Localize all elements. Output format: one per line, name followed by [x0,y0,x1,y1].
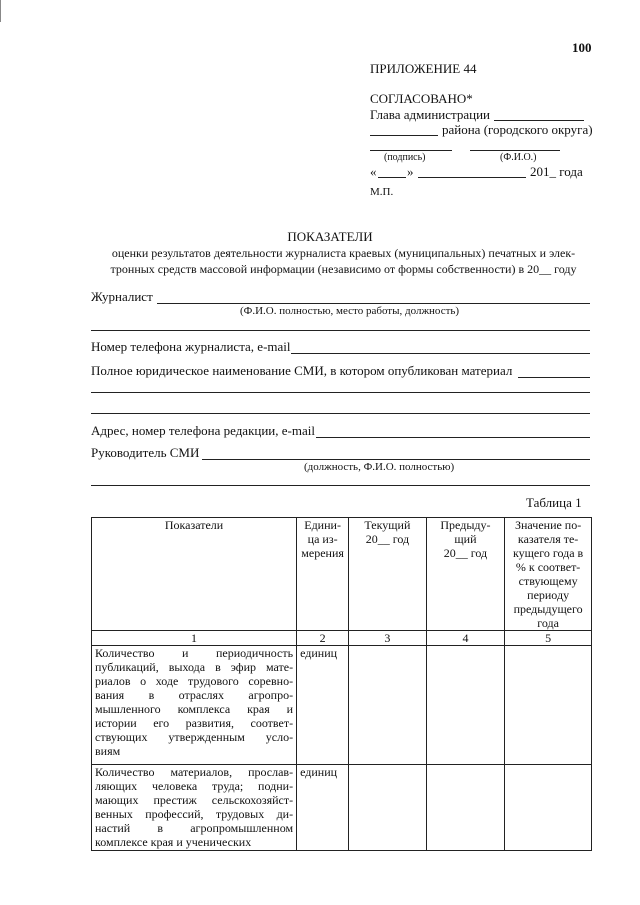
header-line: Предыду- [440,518,491,532]
indicator-line: ствующих утвержденным усло- [95,730,294,744]
table-row [92,646,592,765]
media-name-label: Полное юридическое наименование СМИ, в котором опубликован материал [91,363,513,378]
indicator-line: публикаций, выхода в эфир мате- [95,660,294,674]
approval-title: СОГЛАСОВАНО* [370,91,473,106]
indicator-line: Количество и периодичность [95,646,294,660]
row-2-current[interactable] [349,765,427,851]
indicators-table [91,517,592,851]
media-head-field-2[interactable] [91,485,590,486]
header-line: ствующему [518,574,578,588]
table-row [92,765,592,851]
address-field[interactable] [316,437,590,438]
appendix-label: ПРИЛОЖЕНИЕ 44 [370,61,477,76]
phone-field[interactable] [291,353,590,354]
header-unit [297,518,349,631]
row-2-previous[interactable] [426,765,505,851]
header-line: предыдущего [513,602,583,616]
document-title: ПОКАЗАТЕЛИ [287,229,373,244]
date-day-line [378,177,406,178]
column-number-2: 2 [297,631,349,646]
approval-name-line [470,150,560,151]
header-line: % к соответ- [515,560,581,574]
margin-mark [0,0,9,22]
media-name-field-2[interactable] [91,392,590,393]
header-line: кущего года в [513,546,584,560]
column-number-1: 1 [92,631,297,646]
row-2-indicator [92,765,297,851]
media-name-field[interactable] [518,377,590,378]
table-header-row [92,518,592,631]
indicator-line: риалов о ходе трудового соревно- [95,674,294,688]
row-1-unit: единиц [297,646,349,765]
column-number-5: 5 [505,631,592,646]
indicator-line: комплексе края и ученических [95,835,252,849]
header-current-year [349,518,427,631]
indicator-line: настий в агропромышленном [95,821,294,835]
header-line: Значение по- [515,518,582,532]
header-indicator [92,518,297,631]
header-line: года [537,616,559,630]
indicator-line: Количество материалов, прослав- [95,765,294,779]
document-subtitle-line1: оценки результатов деятельности журналиста краевых (муниципальных) печатных и элек- [111,246,576,260]
indicator-line: ляющих человека труда; подни- [95,779,294,793]
date-month-line [418,177,526,178]
journalist-field-extra[interactable] [91,330,590,331]
header-line: периоду [527,588,570,602]
date-open-quote: « [370,164,377,179]
header-line: Едини- [304,518,341,532]
approval-head-line [494,120,584,121]
header-previous-year [426,518,505,631]
approval-sign-line [370,150,452,151]
indicator-line: виям [95,744,121,758]
approval-head-label: Глава администрации [370,107,491,122]
row-2-unit: единиц [297,765,349,851]
approval-district-line [370,135,438,136]
approval-district-label: района (городского округа) [442,122,593,137]
journalist-field[interactable] [157,303,590,304]
row-1-indicator [92,646,297,765]
indicator-line: истории его развития, соответ- [95,716,294,730]
address-label: Адрес, номер телефона редакции, e-mail [91,423,315,438]
journalist-label: Журналист [91,289,153,304]
header-line: мерения [301,546,344,560]
media-head-label: Руководитель СМИ [91,445,200,460]
column-number-3: 3 [349,631,427,646]
indicator-line: венных профессий, трудовых ди- [95,807,294,821]
date-year-text: 201_ года [530,164,583,179]
page-number: 100 [572,40,592,55]
stamp-label: М.П. [370,186,394,198]
row-1-previous[interactable] [426,646,505,765]
header-line: казателя те- [517,532,579,546]
media-head-caption: (должность, Ф.И.О. полностью) [304,461,455,473]
name-caption: (Ф.И.О.) [500,152,537,163]
table-caption: Таблица 1 [526,495,582,510]
header-line: Показатели [164,518,224,532]
indicator-line: вания в отраслях агропро- [95,688,294,702]
header-line: Текущий [364,518,411,532]
column-number-4: 4 [426,631,505,646]
indicator-line: мающих престиж сельскохозяйст- [95,793,294,807]
header-line: 20__ год [365,532,410,546]
header-line: щий [454,532,477,546]
date-close-quote: » [407,164,414,179]
header-line: 20__ год [443,546,488,560]
media-head-field[interactable] [202,459,590,460]
sign-caption: (подпись) [384,152,426,163]
header-line: ца из- [307,532,338,546]
media-name-field-3[interactable] [91,413,590,414]
row-1-current[interactable] [349,646,427,765]
row-2-percent[interactable] [505,765,592,851]
table-number-row [92,631,592,646]
document-subtitle-line2: тронных средств массовой информации (независимо от формы собственности) в 20__ году [110,262,577,276]
phone-label: Номер телефона журналиста, e-mail [91,339,291,354]
header-percent [505,518,592,631]
row-1-percent[interactable] [505,646,592,765]
journalist-caption: (Ф.И.О. полностью, место работы, должность) [240,305,460,317]
indicator-line: мышленного комплекса края и [95,702,294,716]
